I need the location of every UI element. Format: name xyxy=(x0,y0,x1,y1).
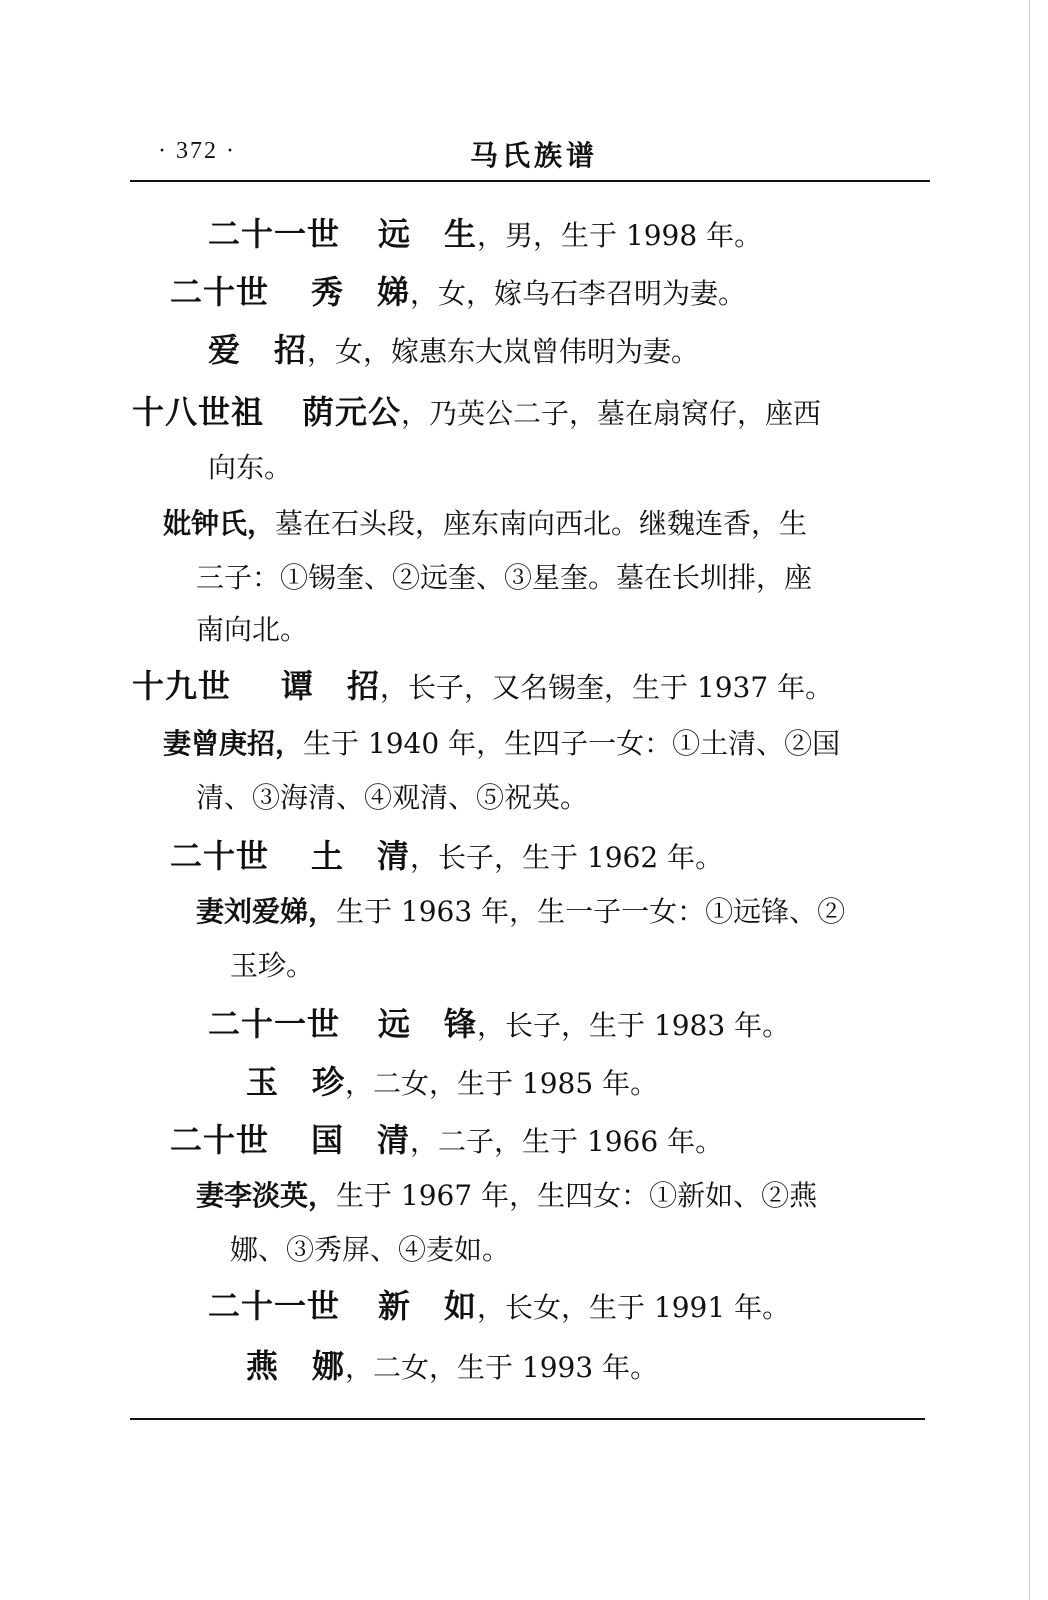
entry-text: ，女，嫁乌石李召明为妻。 xyxy=(410,277,747,310)
person-name: 远 锋 xyxy=(378,1005,478,1043)
entry-continuation: 向东。 xyxy=(208,451,293,484)
spouse-name: 妻刘爱娣， xyxy=(196,895,337,928)
entry-text: 墓在石头段，座东南向西北。继魏连香，生 xyxy=(275,507,808,540)
header-rule xyxy=(130,180,930,182)
entry-text: ，长女，生于 1991 年。 xyxy=(477,1291,791,1324)
entry-line xyxy=(246,1062,658,1104)
entry-text: ，二女，生于 1985 年。 xyxy=(345,1067,659,1100)
entry-continuation: 娜、③秀屏、④麦如。 xyxy=(230,1233,511,1266)
person-name: 玉 珍 xyxy=(246,1063,346,1101)
entry-text: ，长子，生于 1962 年。 xyxy=(410,841,724,874)
generation-label: 十九世 xyxy=(132,667,232,705)
entry-text: 生于 1940 年，生四子一女：①土清、②国 xyxy=(303,727,841,760)
page-number: · 372 · xyxy=(158,138,236,164)
person-name: 爱 招 xyxy=(208,331,308,369)
generation-label: 二十一世 xyxy=(208,1287,341,1325)
person-name: 土 清 xyxy=(311,837,411,875)
entry-continuation: 三子：①锡奎、②远奎、③星奎。墓在长圳排，座 xyxy=(196,561,813,594)
entry-text: ，长子，生于 1983 年。 xyxy=(477,1009,791,1042)
entry-line xyxy=(170,836,723,878)
entry-line xyxy=(170,1120,723,1162)
entry-line xyxy=(163,724,840,764)
person-name: 荫元公 xyxy=(302,393,402,431)
person-name: 燕 娜 xyxy=(246,1347,346,1385)
entry-text: ，男，生于 1998 年。 xyxy=(477,219,763,252)
person-name: 远 生 xyxy=(378,215,478,253)
entry-line xyxy=(132,392,821,434)
entry-line xyxy=(196,892,845,932)
entry-text: 生于 1963 年，生一子一女：①远锋、② xyxy=(336,895,846,928)
spouse-name: 妣钟氏， xyxy=(163,507,276,540)
entry-line xyxy=(208,1286,790,1328)
person-name: 秀 娣 xyxy=(311,273,411,311)
entry-line xyxy=(208,214,762,256)
entry-text: ，二女，生于 1993 年。 xyxy=(345,1351,659,1384)
spouse-name: 妻曾庚招， xyxy=(163,727,304,760)
generation-label: 二十世 xyxy=(170,1121,270,1159)
entry-line xyxy=(163,504,807,544)
person-name: 谭 招 xyxy=(281,667,381,705)
entry-text: ，二子，生于 1966 年。 xyxy=(410,1125,724,1158)
page-edge xyxy=(1029,0,1030,1600)
footer-rule xyxy=(130,1418,925,1420)
entry-continuation: 玉珍。 xyxy=(230,949,315,982)
entry-line xyxy=(132,666,833,708)
entry-line xyxy=(196,1176,817,1216)
page-header xyxy=(130,132,930,180)
person-name: 新 如 xyxy=(378,1287,478,1325)
generation-label: 二十一世 xyxy=(208,215,341,253)
entry-continuation: 南向北。 xyxy=(196,613,309,646)
generation-label: 二十一世 xyxy=(208,1005,341,1043)
entry-line xyxy=(170,272,746,314)
entry-text: ，乃英公二子，墓在扇窝仔，座西 xyxy=(401,397,822,430)
entry-text: ，女，嫁惠东大岚曾伟明为妻。 xyxy=(307,335,700,368)
generation-label: 二十世 xyxy=(170,273,270,311)
entry-line xyxy=(208,330,699,372)
running-title: 马氏族谱 xyxy=(470,139,599,172)
entry-line xyxy=(246,1346,658,1388)
generation-label: 十八世祖 xyxy=(132,393,265,431)
generation-label: 二十世 xyxy=(170,837,270,875)
entry-line xyxy=(208,1004,790,1046)
entry-text: 生于 1967 年，生四女：①新如、②燕 xyxy=(336,1179,818,1212)
person-name: 国 清 xyxy=(311,1121,411,1159)
entry-continuation: 清、③海清、④观清、⑤祝英。 xyxy=(196,781,589,814)
spouse-name: 妻李淡英， xyxy=(196,1179,337,1212)
entry-text: ，长子，又名锡奎，生于 1937 年。 xyxy=(380,671,834,704)
